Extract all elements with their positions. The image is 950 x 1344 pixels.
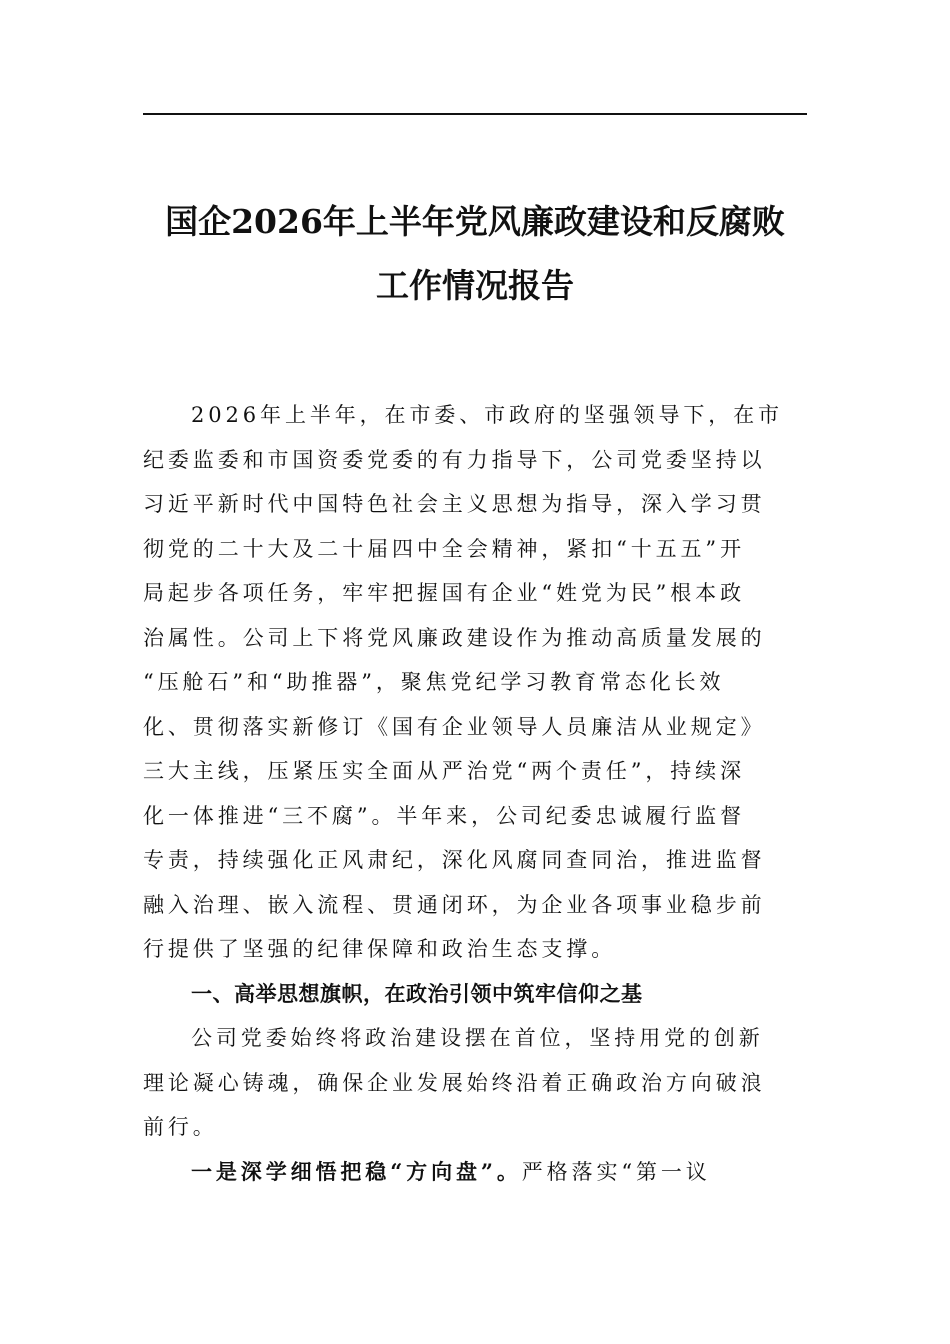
document-title [143,190,807,318]
intro-line: 2026年上半年，在市委、市政府的坚强领导下，在市 [191,403,783,427]
section1-line: 理论凝心铸魂，确保企业发展始终沿着正确政治方向破浪 [143,1070,766,1095]
section1-line: 前行。 [143,1115,218,1139]
intro-line: 习近平新时代中国特色社会主义思想为指导，深入学习贯 [143,492,766,516]
intro-line: 纪委监委和市国资委党委的有力指导下，公司党委坚持以 [143,447,766,472]
intro-line: 行提供了坚强的纪律保障和政治生态支撑。 [143,937,617,961]
intro-line: 化、贯彻落实新修订《国有企业领导人员廉洁从业规定》 [143,714,766,739]
intro-line: 化一体推进“三不腐”。半年来，公司纪委忠诚履行监督 [143,803,745,828]
intro-line: 专责，持续强化正风肃纪，深化风腐同查同治，推进监督 [143,848,766,872]
title-line-2: 工作情况报告 [376,266,574,305]
intro-line: 彻党的二十大及二十届四中全会精神，紧扣“十五五”开 [143,536,745,561]
section1-line: 公司党委始终将政治建设摆在首位，坚持用党的创新 [191,1026,764,1050]
intro-line: 局起步各项任务，牢牢把握国有企业“姓党为民”根本政 [143,581,745,605]
point1-line [143,1150,807,1195]
section1-paragraph [143,1016,807,1150]
document-body [143,393,807,1194]
section-heading-1: 一、高举思想旗帜，在政治引领中筑牢信仰之基 [191,981,643,1006]
header-rule [143,113,807,115]
intro-line: 融入治理、嵌入流程、贯通闭环，为企业各项事业稳步前 [143,892,766,917]
intro-line: “压舱石”和“助推器”，聚焦党纪学习教育常态化长效 [143,670,725,694]
point1-bold-lead: 一是深学细悟把稳“方向盘”。 [191,1158,522,1184]
intro-paragraph [143,393,807,972]
point1-text: 严格落实“第一议 [521,1159,711,1184]
title-line-1: 国企2026年上半年党风廉政建设和反腐败 [165,202,785,241]
point1-paragraph [143,1150,807,1195]
intro-line: 三大主线，压紧压实全面从严治党“两个责任”，持续深 [143,759,745,783]
intro-line: 治属性。公司上下将党风廉政建设作为推动高质量发展的 [143,625,766,650]
